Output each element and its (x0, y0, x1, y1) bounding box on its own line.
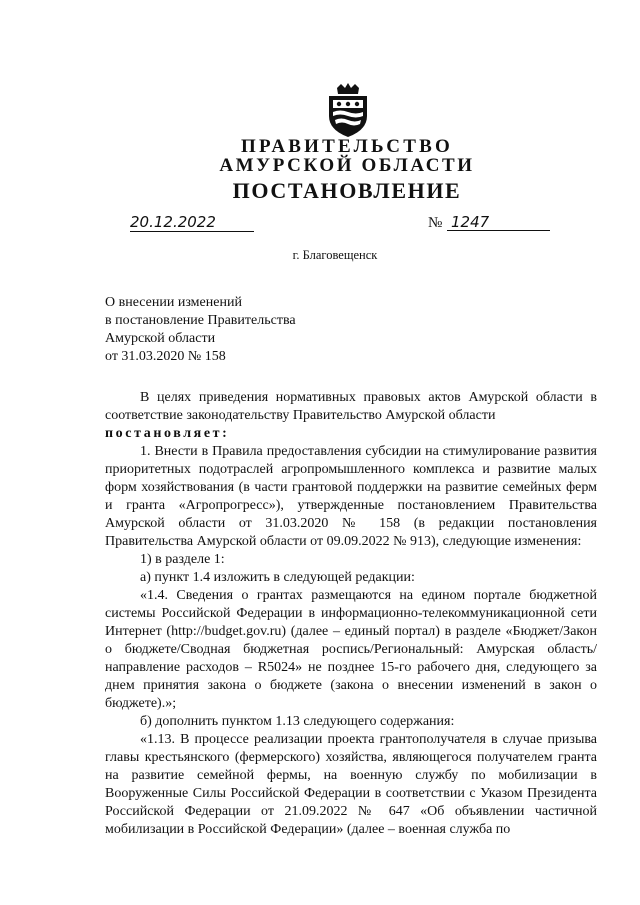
subject-line: в постановление Правительства (105, 313, 296, 328)
government-title: ПРАВИТЕЛЬСТВО (241, 136, 453, 157)
paragraph-point-b: б) дополнить пунктом 1.13 следующего содержания: (140, 714, 455, 729)
document-date: 20.12.2022 (130, 213, 254, 232)
subject-line: О внесении изменений (105, 295, 242, 310)
resolves-word: постановляет: (105, 426, 230, 441)
paragraph-1-4: «1.4. Сведения о грантах размещаются на едином портале бюджетной системы Российской Федерации в информационно-телекоммуникационной сети Интернет (http://budget.gov.ru) (далее – единый портал) в разделе «Бюджет/Закон о бюджете/Сводная бюджетная роспись/Региональный: Амурская область/направление расходов – R5024» не позднее 15-го рабочего дня, следующего за днем принятия закона о бюджете (закона о внесении изменений в закон о бюджете).»; (105, 588, 597, 711)
paragraph-section-1: 1) в разделе 1: (140, 552, 225, 567)
paragraph-1: 1. Внести в Правила предоставления субсидии на стимулирование развития приоритетных подотраслей агропромышленного комплекса и развитие малых форм хозяйствования (в части грантовой поддержки на развитие семейных ферм и гранта «Агропрогресс»), утвержденные постановлением Правительства Амурской области от 31.03.2020 № 158 (в редакции постановления Правительства Амурской области от 09.09.2022 № 913), следующие изменения: (105, 444, 597, 549)
document-subject (105, 294, 296, 366)
region-title: АМУРСКОЙ ОБЛАСТИ (219, 155, 475, 176)
intro-paragraph: В целях приведения нормативных правовых актов Амурской области в соответствие законодательству Правительство Амурской области (105, 390, 597, 423)
paragraph-1-13: «1.13. В процессе реализации проекта грантополучателя в случае призыва главы крестьянского (фермерского) хозяйства, являющегося получателем гранта на развитие семейной фермы, на военную службу по мобилизации в Вооруженные Силы Российской Федерации в соответствии с Указом Президента Российской Федерации от 21.09.2022 № 647 «Об объявлении частичной мобилизации в Российской Федерации» (далее – военная служба по (105, 732, 597, 837)
paragraph-point-a: а) пункт 1.4 изложить в следующей редакции: (140, 570, 415, 585)
coat-of-arms-icon (325, 82, 371, 138)
number-label: № (428, 215, 443, 231)
subject-line: Амурской области (105, 331, 216, 346)
subject-line: от 31.03.2020 № 158 (105, 349, 226, 364)
document-body (105, 389, 597, 839)
city-line: г. Благовещенск (292, 248, 378, 262)
document-type: ПОСТАНОВЛЕНИЕ (232, 178, 462, 203)
document-number: 1247 (447, 213, 550, 231)
